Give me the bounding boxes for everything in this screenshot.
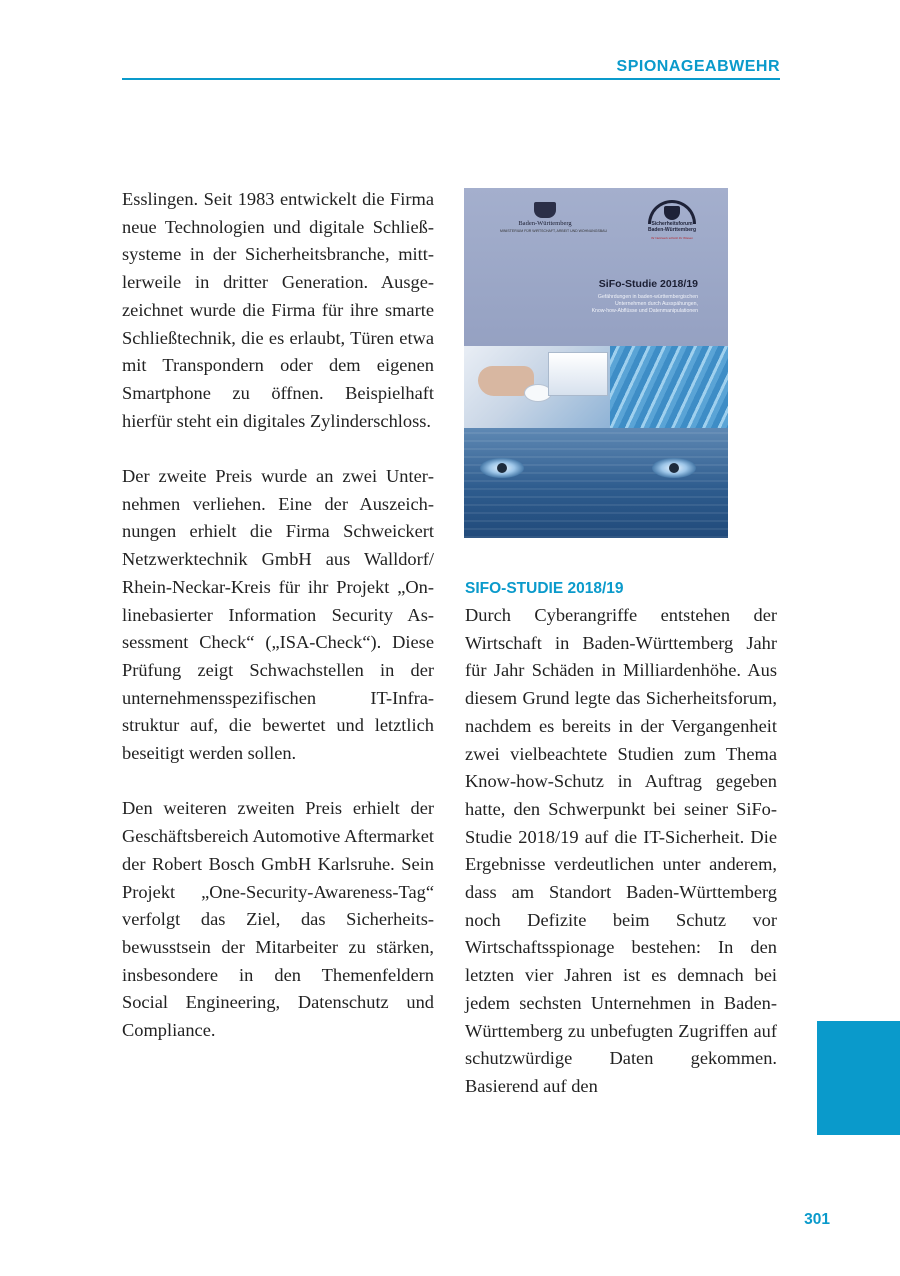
running-header: SPIONAGEABWEHR bbox=[616, 58, 780, 75]
section-heading: SIFO-STUDIE 2018/19 bbox=[465, 580, 624, 597]
logo-right-tag: Ihr Netzwerk schützt ihr Wissen bbox=[650, 236, 693, 240]
cover-subtitle-line: Gefährdungen in baden-württembergischen bbox=[597, 294, 698, 300]
study-cover-image bbox=[464, 188, 728, 538]
coat-of-arms-icon bbox=[534, 202, 556, 218]
laptop-shape bbox=[548, 352, 608, 396]
baden-wuerttemberg-logo bbox=[500, 202, 608, 236]
pupil bbox=[497, 463, 507, 473]
cover-subtitle-line: Know-how-Abflüsse und Datenmanipulationen bbox=[591, 308, 698, 314]
paragraph-bosch: Den weiteren zweiten Preis erhielt der Geschäftsbereich Automotive Aftermarket der Robert Bosch GmbH Karlsruhe. Sein Projekt „One-Security-Awareness-Tag“ verfolgt das Ziel, das Sicherheitsbewusstsein der Mitarbeiter zu stärken, insbesondere in den Themenfeldern Social Engineering, Datenschutz und Compliance. bbox=[122, 798, 434, 1041]
pupil bbox=[669, 463, 679, 473]
chapter-side-tab bbox=[817, 1021, 900, 1135]
cover-top-panel bbox=[464, 188, 728, 346]
paragraph-second-prize: Der zweite Preis wurde an zwei Unternehmen verliehen. Eine der Auszeichnungen erhielt die Firma Schweickert Netzwerktechnik GmbH aus Walldorf/ Rhein-Neckar-Kreis für ihr Projekt „Onlinebasierter Information Security Assessment Check“ („ISA-Check“). Diese Prüfung zeigt Schwachstellen in der unternehmensspezifischen IT-Infrastruktur auf, die bewertet und letztlich beseitigt werden sollen. bbox=[122, 466, 434, 764]
eye-right-icon bbox=[652, 458, 696, 478]
logo-right-text bbox=[644, 222, 700, 233]
cover-title: SiFo-Studie 2018/19 bbox=[598, 278, 698, 290]
photo-network-cables bbox=[610, 346, 728, 428]
logo-left-name: Baden-Württemberg bbox=[518, 220, 572, 227]
logo-right-line2: Baden-Württemberg bbox=[647, 226, 697, 233]
cover-subtitle-line: Unternehmen durch Ausspähungen, bbox=[614, 301, 698, 307]
page-number: 301 bbox=[804, 1211, 830, 1228]
left-column bbox=[122, 186, 434, 1072]
eye-left-icon bbox=[480, 458, 524, 478]
cover-photo-row bbox=[464, 346, 728, 428]
logo-right-line1: Sicherheitsforum bbox=[651, 221, 693, 227]
paragraph-esslingen: Esslingen. Seit 1983 entwickelt die Firma neue Technologien und digitale Schließsysteme in der Sicherheitsbranche, mittlerweile in dritter Generation. Ausgezeichnet wurde die Firma für ihre smarte Schließtechnik, die es erlaubt, Türen etwa mit Transpondern oder dem eigenen Smartphone zu öffnen. Beispielhaft hierfür steht ein digitales Zylinderschloss. bbox=[122, 189, 434, 431]
logo-left-sub: MINISTERIUM FÜR WIRTSCHAFT, ARBEIT UND WOHNUNGSBAU bbox=[500, 229, 608, 233]
cover-subtitle bbox=[498, 294, 698, 315]
sicherheitsforum-logo bbox=[644, 200, 700, 240]
photo-hand-mouse bbox=[464, 346, 610, 428]
right-column bbox=[465, 578, 777, 1101]
header-rule bbox=[122, 78, 780, 80]
photo-eyes-binary bbox=[464, 428, 728, 538]
paragraph-sifo-study: Durch Cyberangriffe entstehen der Wirtschaft in Baden-Württemberg Jahr für Jahr Schäden in Milliardenhöhe. Aus diesem Grund legte das Sicherheitsforum, nachdem es bereits in der Vergangenheit zwei vielbeachtete Studien zum Thema Know-how-Schutz in Auftrag gegeben hatte, den Schwerpunkt bei seiner SiFo-Studie 2018/19 auf die IT-Sicherheit. Die Ergebnisse verdeutlichen unter anderem, dass am Standort Baden-Württemberg noch Defizite beim Schutz vor Wirtschaftsspionage bestehen: In den letzten vier Jahren ist es demnach bei jedem sechsten Unternehmen in Baden-Württemberg zu unbefugten Zugriffen auf schutzwürdige Daten gekommen. Basierend auf den bbox=[465, 605, 777, 1096]
